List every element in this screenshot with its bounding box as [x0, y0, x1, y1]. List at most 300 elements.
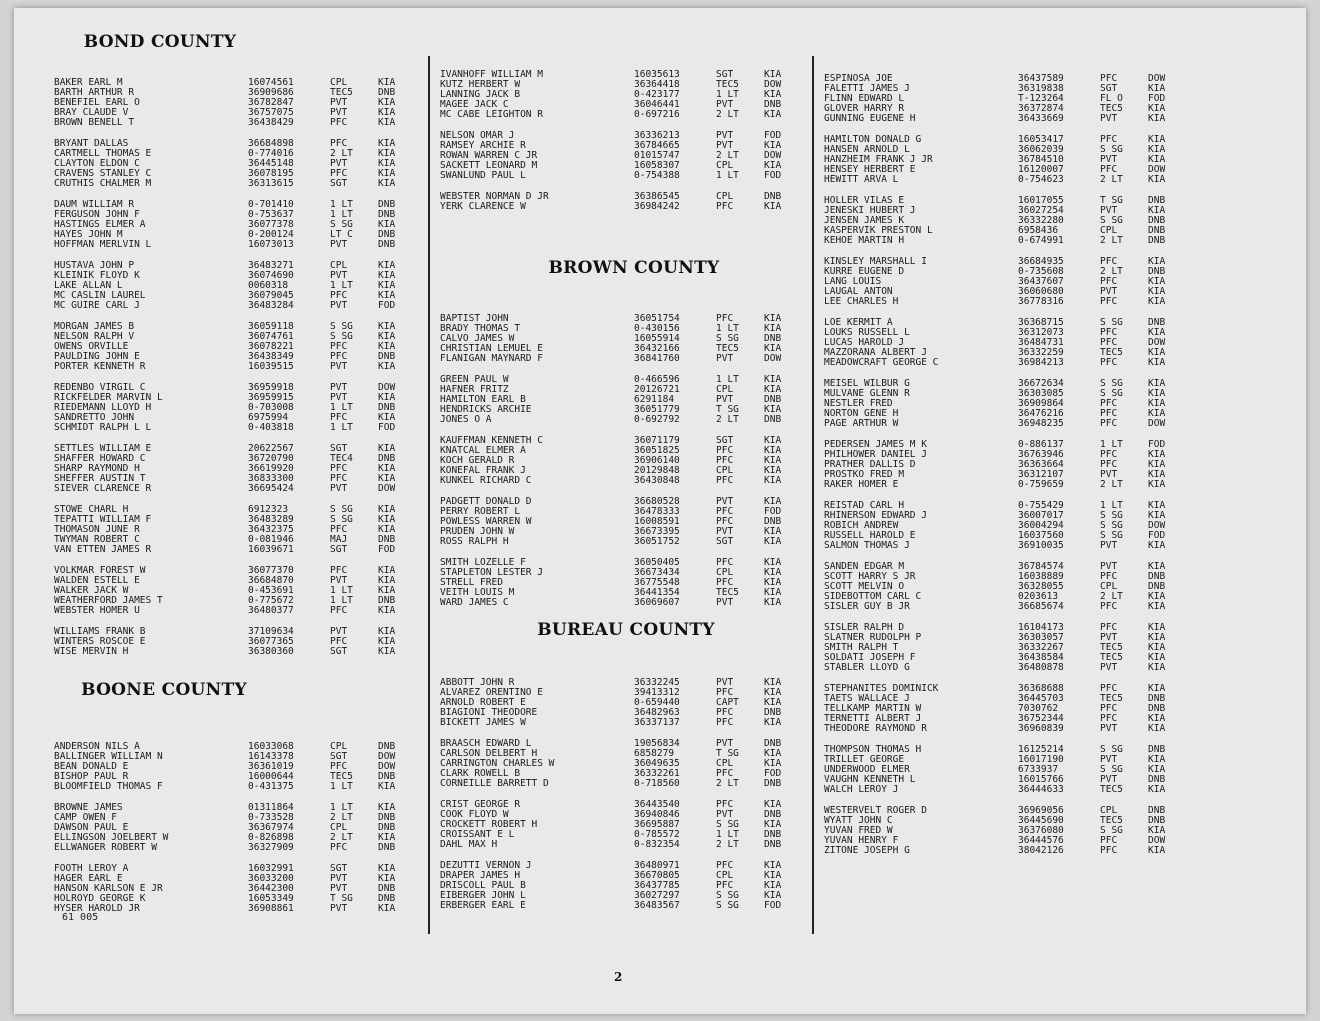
entry-group [54, 139, 408, 189]
status-code: KIA [764, 597, 782, 608]
rank: CPL [716, 465, 734, 476]
soldier-name: CLAYTON ELDON C [54, 159, 140, 169]
soldier-name: MC GUIRE CARL J [54, 301, 140, 311]
soldier-name: BENEFIEL EARL O [54, 98, 140, 108]
casualty-row [824, 572, 1178, 582]
serial-number: 36437607 [1018, 276, 1064, 287]
status-code: DNB [764, 333, 782, 344]
soldier-name: ZITONE JOSEPH G [824, 846, 910, 856]
casualty-row [440, 70, 794, 80]
casualty-row [824, 328, 1178, 338]
casualty-row [440, 769, 794, 779]
casualty-row [440, 678, 794, 688]
serial-number: 36438429 [248, 117, 294, 128]
rank: PVT [330, 483, 348, 494]
status-code: KIA [1148, 459, 1166, 470]
rank: PFC [330, 138, 348, 149]
casualty-row [824, 663, 1178, 673]
serial-number: 36685674 [1018, 601, 1064, 612]
status-code: KIA [378, 832, 396, 843]
entry-group [824, 745, 1178, 795]
rank: PVT [330, 107, 348, 118]
entry-group [824, 684, 1178, 734]
rank: TEC5 [330, 87, 353, 98]
serial-number: 16000644 [248, 771, 294, 782]
serial-number: 36445690 [1018, 815, 1064, 826]
soldier-name: SIEVER CLARENCE R [54, 484, 152, 494]
status-code: KIA [764, 475, 782, 486]
rank: S SG [330, 331, 353, 342]
casualty-row [440, 800, 794, 810]
soldier-name: WESTERVELT ROGER D [824, 806, 927, 816]
entry-group [824, 135, 1178, 185]
rank: 1 LT [330, 802, 353, 813]
rank: CPL [716, 758, 734, 769]
status-code: KIA [1148, 723, 1166, 734]
serial-number: 16120007 [1018, 164, 1064, 175]
soldier-name: VAN ETTEN JAMES R [54, 545, 152, 555]
status-code: FOD [378, 544, 396, 555]
rank: 2 LT [1100, 174, 1123, 185]
casualty-row [440, 759, 794, 769]
rank: S SG [330, 504, 353, 515]
casualty-row [824, 704, 1178, 714]
county-heading: BROWN COUNTY [548, 258, 720, 278]
serial-number: 36619920 [248, 463, 294, 474]
rank: PFC [1100, 418, 1118, 429]
status-code: DNB [378, 534, 396, 545]
serial-number: 0-755429 [1018, 500, 1064, 511]
entry-group [824, 74, 1178, 124]
status-code: KIA [378, 219, 396, 230]
casualty-row [54, 874, 408, 884]
rank: PVT [716, 353, 734, 364]
rank: CPL [1100, 225, 1118, 236]
rank: PVT [330, 382, 348, 393]
casualty-row [440, 517, 794, 527]
soldier-name: BRYANT DALLAS [54, 139, 129, 149]
serial-number: 36051752 [634, 536, 680, 547]
entry-group [54, 505, 408, 555]
soldier-name: FALETTI JAMES J [824, 84, 910, 94]
rank: CPL [716, 160, 734, 171]
casualty-row [824, 785, 1178, 795]
serial-number: 36078221 [248, 341, 294, 352]
status-code: KIA [764, 860, 782, 871]
rank: S SG [716, 333, 739, 344]
rank: PVT [716, 738, 734, 749]
footnote-code: 61 005 [62, 912, 99, 923]
rank: PFC [716, 557, 734, 568]
rank: TEC5 [716, 79, 739, 90]
serial-number: 16015766 [1018, 774, 1064, 785]
soldier-name: WILLIAMS FRANK B [54, 627, 146, 637]
status-code: DNB [378, 199, 396, 210]
rank: PFC [1100, 276, 1118, 287]
soldier-name: RAMSEY ARCHIE R [440, 141, 526, 151]
serial-number: 0060318 [248, 280, 289, 291]
soldier-name: HANSON KARLSON E JR [54, 884, 163, 894]
serial-number: 20622567 [248, 443, 294, 454]
casualty-row [54, 169, 408, 179]
status-code: DOW [378, 382, 396, 393]
casualty-row [440, 739, 794, 749]
soldier-name: HANSEN ARNOLD L [824, 145, 910, 155]
status-code: KIA [378, 524, 396, 535]
rank: 1 LT [716, 170, 739, 181]
serial-number: 36480971 [634, 860, 680, 871]
status-code: DNB [378, 453, 396, 464]
soldier-name: PHILHOWER DANIEL J [824, 450, 927, 460]
status-code: DNB [764, 829, 782, 840]
status-code: KIA [1148, 784, 1166, 795]
entry-group [54, 261, 408, 311]
rank: 2 LT [716, 839, 739, 850]
serial-number: 36670805 [634, 870, 680, 881]
status-code: KIA [1148, 144, 1166, 155]
status-code: DNB [1148, 317, 1166, 328]
casualty-row [54, 813, 408, 823]
soldier-name: BROWNE JAMES [54, 803, 123, 813]
casualty-row [824, 480, 1178, 490]
serial-number: 16104173 [1018, 622, 1064, 633]
soldier-name: CARRINGTON CHARLES W [440, 759, 555, 769]
casualty-row [54, 403, 408, 413]
rank: PFC [1100, 449, 1118, 460]
soldier-name: UNDERWOOD ELMER [824, 765, 910, 775]
soldier-name: BRAY CLAUDE V [54, 108, 129, 118]
soldier-name: COOK FLOYD W [440, 810, 509, 820]
soldier-name: TRILLET GEORGE [824, 755, 905, 765]
rank: PFC [716, 707, 734, 718]
soldier-name: CARTMELL THOMAS E [54, 149, 152, 159]
serial-number: 36332280 [1018, 215, 1064, 226]
casualty-row [824, 694, 1178, 704]
status-code: KIA [378, 636, 396, 647]
status-code: FOD [378, 422, 396, 433]
serial-number: 39413312 [634, 687, 680, 698]
status-code: DNB [378, 87, 396, 98]
serial-number: 37109634 [248, 626, 294, 637]
casualty-row [824, 74, 1178, 84]
status-code: KIA [1148, 205, 1166, 216]
casualty-row [824, 236, 1178, 246]
soldier-name: KNATCAL ELMER A [440, 446, 526, 456]
status-code: DOW [378, 483, 396, 494]
rank: S SG [1100, 510, 1123, 521]
rank: PVT [716, 526, 734, 537]
serial-number: 36368715 [1018, 317, 1064, 328]
casualty-row [440, 497, 794, 507]
soldier-name: BEAN DONALD E [54, 762, 129, 772]
serial-number: 0-733528 [248, 812, 294, 823]
soldier-name: LANNING JACK B [440, 90, 521, 100]
status-code: KIA [1148, 622, 1166, 633]
status-code: DNB [1148, 225, 1166, 236]
rank: PVT [716, 140, 734, 151]
rank: PFC [1100, 713, 1118, 724]
rank: TEC4 [330, 453, 353, 464]
status-code: DNB [764, 839, 782, 850]
casualty-row [824, 511, 1178, 521]
status-code: DOW [764, 79, 782, 90]
status-code: DNB [378, 239, 396, 250]
soldier-name: SALMON THOMAS J [824, 541, 910, 551]
soldier-name: CORNEILLE BARRETT D [440, 779, 549, 789]
serial-number: 36368688 [1018, 683, 1064, 694]
serial-number: 0-423177 [634, 89, 680, 100]
serial-number: 36060680 [1018, 286, 1064, 297]
casualty-row [440, 558, 794, 568]
soldier-name: SCHMIDT RALPH L L [54, 423, 152, 433]
status-code: KIA [764, 697, 782, 708]
status-code: DOW [1148, 164, 1166, 175]
rank: CPL [716, 384, 734, 395]
soldier-name: WINTERS ROSCOE E [54, 637, 146, 647]
status-code: DOW [764, 353, 782, 364]
casualty-row [824, 135, 1178, 145]
status-code: KIA [1148, 469, 1166, 480]
serial-number: 36482963 [634, 707, 680, 718]
status-code: KIA [378, 361, 396, 372]
casualty-row [440, 901, 794, 911]
status-code: KIA [378, 321, 396, 332]
casualty-row [440, 90, 794, 100]
status-code: KIA [378, 168, 396, 179]
entry-group [54, 566, 408, 616]
serial-number: 0-703008 [248, 402, 294, 413]
soldier-name: KEHOE MARTIN H [824, 236, 905, 246]
casualty-row [824, 399, 1178, 409]
soldier-name: TELLKAMP MARTIN W [824, 704, 922, 714]
status-code: KIA [378, 873, 396, 884]
rank: LT C [330, 229, 353, 240]
casualty-row [824, 643, 1178, 653]
status-code: KIA [378, 77, 396, 88]
serial-number: 0-697216 [634, 109, 680, 120]
status-code: KIA [764, 557, 782, 568]
rank: PFC [716, 687, 734, 698]
casualty-row [824, 765, 1178, 775]
status-code: KIA [1148, 378, 1166, 389]
serial-number: 36074690 [248, 270, 294, 281]
serial-number: 36051754 [634, 313, 680, 324]
rank: PFC [1100, 845, 1118, 856]
serial-number: 16033068 [248, 741, 294, 752]
serial-number: 36442300 [248, 883, 294, 894]
soldier-name: LUCAS HAROLD J [824, 338, 905, 348]
serial-number: 36027254 [1018, 205, 1064, 216]
status-code: KIA [1148, 83, 1166, 94]
rank: 1 LT [716, 374, 739, 385]
status-code: KIA [764, 758, 782, 769]
casualty-row [440, 344, 794, 354]
casualty-row [824, 114, 1178, 124]
serial-number: 36007017 [1018, 510, 1064, 521]
casualty-row [440, 588, 794, 598]
casualty-row [824, 287, 1178, 297]
soldier-name: PADGETT DONALD D [440, 497, 532, 507]
county-heading: BUREAU COUNTY [537, 620, 715, 640]
soldier-name: CRIST GEORGE R [440, 800, 521, 810]
casualty-row [440, 578, 794, 588]
soldier-name: KINSLEY MARSHALL I [824, 257, 927, 267]
serial-number: 0-692792 [634, 414, 680, 425]
status-code: KIA [764, 374, 782, 385]
casualty-row [54, 596, 408, 606]
soldier-name: CALVO JAMES W [440, 334, 515, 344]
serial-number: 36332267 [1018, 642, 1064, 653]
status-code: KIA [1148, 662, 1166, 673]
rank: PVT [716, 496, 734, 507]
casualty-row [440, 840, 794, 850]
rank: PVT [1100, 469, 1118, 480]
status-code: KIA [378, 802, 396, 813]
rank: PFC [716, 717, 734, 728]
status-code: KIA [378, 107, 396, 118]
soldier-name: CLARK ROWELL B [440, 769, 521, 779]
rank: PFC [330, 565, 348, 576]
rank: 2 LT [716, 414, 739, 425]
serial-number: 36672634 [1018, 378, 1064, 389]
entry-group [440, 436, 794, 486]
rank: S SG [1100, 744, 1123, 755]
serial-number: 0-701410 [248, 199, 294, 210]
status-code: KIA [764, 890, 782, 901]
serial-number: 0-754623 [1018, 174, 1064, 185]
rank: PVT [716, 597, 734, 608]
casualty-row [54, 484, 408, 494]
status-code: KIA [378, 504, 396, 515]
serial-number: 36940846 [634, 809, 680, 820]
serial-number: 36062039 [1018, 144, 1064, 155]
rank: PVT [330, 158, 348, 169]
serial-number: 36959915 [248, 392, 294, 403]
casualty-row [440, 891, 794, 901]
rank: CPL [330, 260, 348, 271]
casualty-row [440, 334, 794, 344]
soldier-name: GUNNING EUGENE H [824, 114, 916, 124]
casualty-row [824, 684, 1178, 694]
serial-number: 36480377 [248, 605, 294, 616]
casualty-row [824, 653, 1178, 663]
soldier-name: DAHL MAX H [440, 840, 498, 850]
casualty-row [54, 803, 408, 813]
status-code: KIA [378, 290, 396, 301]
serial-number: 16125214 [1018, 744, 1064, 755]
status-code: KIA [764, 435, 782, 446]
soldier-name: HAGER EARL E [54, 874, 123, 884]
casualty-row [440, 436, 794, 446]
rank: PFC [1100, 164, 1118, 175]
soldier-name: MEADOWCRAFT GEORGE C [824, 358, 939, 368]
soldier-name: PERRY ROBERT L [440, 507, 521, 517]
entry-group [440, 558, 794, 608]
rank: 2 LT [1100, 479, 1123, 490]
soldier-name: LEE CHARLES H [824, 297, 899, 307]
rank: TEC5 [1100, 347, 1123, 358]
entry-group [824, 623, 1178, 673]
status-code: KIA [764, 201, 782, 212]
rank: S SG [1100, 520, 1123, 531]
casualty-row [824, 297, 1178, 307]
status-code: FOD [764, 170, 782, 181]
rank: S SG [330, 514, 353, 525]
soldier-name: HOFFMAN MERLVIN L [54, 240, 152, 250]
casualty-row [824, 755, 1178, 765]
soldier-name: KUTZ HERBERT W [440, 80, 521, 90]
page-number: 2 [614, 970, 623, 984]
serial-number: 6975994 [248, 412, 289, 423]
serial-number: 0-754388 [634, 170, 680, 181]
serial-number: 0-785572 [634, 829, 680, 840]
casualty-row [54, 393, 408, 403]
rank: PVT [1100, 774, 1118, 785]
soldier-name: SETTLES WILLIAM E [54, 444, 152, 454]
serial-number: 16008591 [634, 516, 680, 527]
serial-number: 36483271 [248, 260, 294, 271]
soldier-name: ROWAN WARREN C JR [440, 151, 538, 161]
entry-group [824, 440, 1178, 490]
soldier-name: FERGUSON JOHN F [54, 210, 140, 220]
serial-number: 36969056 [1018, 805, 1064, 816]
rank: PFC [716, 880, 734, 891]
serial-number: 16058307 [634, 160, 680, 171]
casualty-row [54, 383, 408, 393]
soldier-name: PAULDING JOHN E [54, 352, 140, 362]
casualty-row [824, 175, 1178, 185]
serial-number: 36071179 [634, 435, 680, 446]
soldier-name: TWYMAN ROBERT C [54, 535, 140, 545]
rank: PVT [330, 392, 348, 403]
soldier-name: SMITH RALPH T [824, 643, 899, 653]
serial-number: 0-403818 [248, 422, 294, 433]
rank: S SG [716, 819, 739, 830]
casualty-row [440, 466, 794, 476]
serial-number: 36312107 [1018, 469, 1064, 480]
serial-number: 0203613 [1018, 591, 1059, 602]
casualty-row [824, 460, 1178, 470]
serial-number: 36074761 [248, 331, 294, 342]
rank: PFC [716, 201, 734, 212]
rank: PVT [716, 677, 734, 688]
serial-number: 36051779 [634, 404, 680, 415]
soldier-name: HAMILTON EARL B [440, 395, 526, 405]
status-code: KIA [378, 781, 396, 792]
casualty-row [824, 196, 1178, 206]
soldier-name: WEATHERFORD JAMES T [54, 596, 163, 606]
status-code: DOW [1148, 337, 1166, 348]
serial-number: 16073013 [248, 239, 294, 250]
soldier-name: STEPHANITES DOMINICK [824, 684, 939, 694]
casualty-row [54, 505, 408, 515]
rank: PVT [330, 575, 348, 586]
status-code: DNB [764, 809, 782, 820]
rank: SGT [330, 863, 348, 874]
status-code: KIA [1148, 652, 1166, 663]
status-code: DOW [764, 150, 782, 161]
soldier-name: SACKETT LEONARD M [440, 161, 538, 171]
casualty-row [440, 415, 794, 425]
serial-number: 36319838 [1018, 83, 1064, 94]
casualty-row [824, 348, 1178, 358]
soldier-name: CROCKETT ROBERT H [440, 820, 538, 830]
rank: PFC [1100, 622, 1118, 633]
casualty-row [54, 515, 408, 525]
casualty-list [440, 314, 794, 619]
status-code: KIA [378, 863, 396, 874]
rank: PFC [1100, 134, 1118, 145]
